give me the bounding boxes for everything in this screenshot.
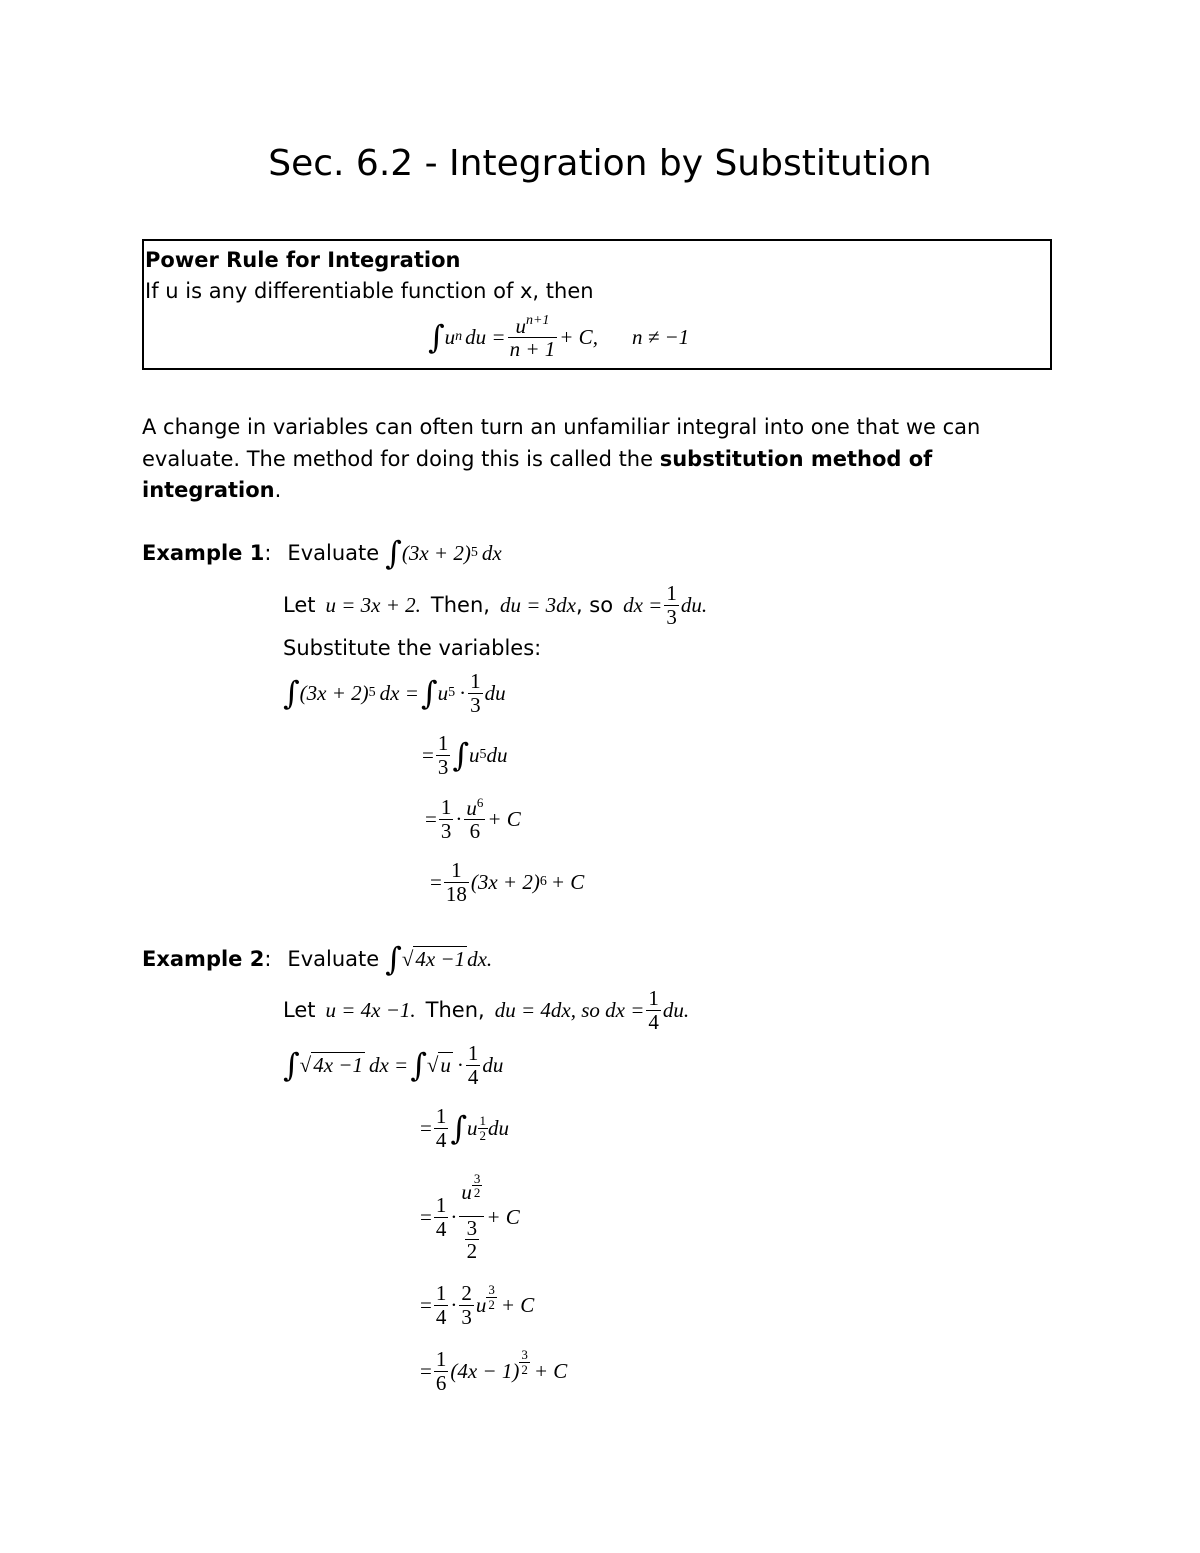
- step-expression: (4x − 1): [450, 1358, 520, 1383]
- radical-sign: √: [426, 1052, 439, 1077]
- example1-evaluate: Evaluate: [287, 541, 380, 565]
- example1-let: Let: [283, 593, 316, 617]
- equals-sign: =: [420, 1292, 432, 1317]
- fraction-denominator: 4: [648, 1009, 659, 1034]
- intro-line-1: A change in variables can often turn an unfamiliar integral into one that we can: [142, 415, 981, 439]
- fraction-numerator: 3: [521, 1346, 528, 1362]
- example1-label: Example 1: [142, 541, 265, 565]
- example2-u-def: u = 4x −1.: [325, 997, 416, 1022]
- page-title: Sec. 6.2 - Integration by Substitution: [268, 143, 932, 184]
- fraction-denominator: 2: [466, 1239, 478, 1264]
- step-differential: dx.: [467, 946, 493, 971]
- step-fraction-complex: [459, 1172, 484, 1262]
- fraction-numerator: 1: [467, 1041, 479, 1066]
- example1-step-1: [283, 668, 506, 718]
- example1-header: [142, 532, 502, 574]
- fraction-numerator: 3: [488, 1281, 495, 1297]
- fraction-denominator: 4: [435, 1216, 447, 1241]
- example2-step-3: [420, 1162, 520, 1272]
- fraction-numerator: 2: [461, 1281, 472, 1306]
- example2-du-def: du = 4dx, so dx =: [494, 997, 645, 1022]
- equals-sign: =: [420, 1358, 432, 1383]
- example1-du-def: du = 3dx: [499, 592, 576, 617]
- fraction-denominator: 3: [470, 692, 481, 717]
- example1-substitute: Substitute the variables:: [283, 636, 542, 660]
- integral-sign: ∫: [385, 534, 402, 572]
- step-differential: du: [482, 1052, 504, 1077]
- fraction-numerator: 1: [666, 581, 677, 606]
- step-dot: ·: [450, 1204, 458, 1229]
- example1-let-line: [283, 580, 707, 630]
- step-dot: ·: [459, 680, 467, 705]
- example2-let-line: [283, 985, 689, 1035]
- step-exponent: 5: [368, 685, 376, 700]
- fraction-denominator: 6: [464, 819, 485, 842]
- formula-differential: du =: [465, 324, 506, 349]
- step-fraction: [434, 1282, 449, 1327]
- step-variable: u: [461, 1179, 472, 1204]
- step-fraction: [434, 1348, 449, 1393]
- step-differential: du: [484, 680, 506, 705]
- example1-step-4: [430, 855, 584, 909]
- fraction-numerator: 1: [648, 986, 659, 1011]
- step-expression: (3x + 2): [299, 680, 369, 705]
- step-dot: ·: [455, 806, 463, 831]
- step-exponent: 6: [539, 874, 547, 889]
- radicand: 4x −1: [313, 1053, 363, 1077]
- fraction-numerator: 1: [437, 731, 449, 756]
- fraction-denominator: 2: [479, 1127, 487, 1143]
- step-variable: u: [475, 1292, 487, 1317]
- formula-tail: + C,: [559, 324, 598, 349]
- fraction-denominator: 18: [445, 881, 467, 906]
- step-differential: du: [486, 742, 508, 767]
- fraction-denominator: 3: [666, 604, 677, 629]
- example2-dx-rhs: du.: [662, 997, 690, 1022]
- equals-sign: =: [420, 1115, 432, 1140]
- integral-sign: ∫: [410, 1046, 427, 1084]
- fraction-denominator: 3: [437, 754, 449, 779]
- step-fraction: [464, 796, 485, 842]
- equals-sign: =: [422, 742, 434, 767]
- example1-step-3: [425, 792, 521, 846]
- intro-line-2-plain: evaluate. The method for doing this is called the: [142, 447, 660, 471]
- radical-sign: √: [299, 1052, 312, 1077]
- example2-evaluate: Evaluate: [287, 947, 380, 971]
- integral-sign: ∫: [450, 1109, 468, 1147]
- example1-u-def: u = 3x + 2.: [325, 592, 421, 617]
- formula-denominator: n + 1: [509, 337, 556, 361]
- step-fraction: [468, 670, 483, 715]
- fraction-numerator: 3: [466, 1216, 478, 1241]
- radical-sign: √: [401, 946, 414, 971]
- step-exponent-fraction: [472, 1172, 483, 1200]
- fraction-denominator: 2: [521, 1361, 528, 1377]
- step-variable: u: [469, 742, 480, 767]
- step-exponent-fraction: [519, 1348, 530, 1376]
- fraction-numerator: 1: [435, 1104, 447, 1129]
- step-exponent: 5: [479, 747, 487, 762]
- step-tail: + C: [500, 1292, 535, 1317]
- power-rule-formula: [428, 308, 689, 366]
- example2-step-4: [420, 1276, 534, 1334]
- formula-fraction: [508, 314, 558, 360]
- formula-integrand-exp: n: [455, 329, 463, 344]
- fraction-numerator: 1: [435, 1347, 447, 1372]
- fraction-denominator: 4: [467, 1064, 479, 1089]
- fraction-denominator: 3: [461, 1304, 472, 1329]
- example1-problem: [385, 534, 501, 572]
- example1-dx-fraction: [664, 582, 679, 627]
- step-tail: + C: [533, 1358, 568, 1383]
- step-dot: ·: [456, 1052, 464, 1077]
- integral-sign: ∫: [452, 736, 470, 774]
- step-fraction: [439, 796, 454, 841]
- fraction-numerator: 3: [473, 1170, 481, 1186]
- step-tail: + C: [486, 1204, 520, 1229]
- step-fraction: [459, 1282, 474, 1327]
- fraction-denominator: 2: [473, 1185, 481, 1201]
- radicand: 4x −1: [415, 947, 466, 971]
- equals-sign: =: [420, 1204, 432, 1229]
- step-differential: dx =: [379, 680, 419, 705]
- equals-sign: =: [425, 806, 437, 831]
- step-exponent-fraction: [486, 1283, 497, 1311]
- step-variable: u: [467, 1115, 478, 1140]
- fraction-numerator: 1: [451, 858, 462, 883]
- fraction-denominator: 6: [435, 1370, 447, 1395]
- fraction-numerator: 1: [435, 1193, 447, 1218]
- example1-dx-lhs: dx =: [623, 592, 663, 617]
- fraction-denominator: 4: [435, 1304, 447, 1329]
- step-fraction: [466, 1042, 481, 1087]
- example1-colon: :: [264, 541, 272, 565]
- integral-sign: ∫: [283, 674, 300, 712]
- step-fraction: [436, 732, 451, 777]
- step-exponent-fraction: [478, 1114, 489, 1142]
- step-tail: + C: [550, 869, 585, 894]
- fraction-numerator: 1: [470, 669, 481, 694]
- example1-step-2: [422, 730, 508, 780]
- example1-problem-exp: 5: [470, 545, 478, 560]
- step-tail: + C: [487, 806, 521, 831]
- example2-let: Let: [283, 998, 316, 1022]
- example1-so: , so: [575, 593, 614, 617]
- step-exponent: 6: [476, 794, 484, 810]
- example2-then: Then,: [425, 998, 485, 1022]
- step-dot: ·: [450, 1292, 458, 1317]
- intro-line-2: [142, 447, 932, 471]
- formula-condition: n ≠ −1: [631, 324, 690, 349]
- step-expression: (3x + 2): [470, 869, 540, 894]
- fraction-numerator: 1: [435, 1281, 447, 1306]
- step-fraction: [434, 1194, 449, 1239]
- example1-problem-body: (3x + 2): [401, 540, 471, 565]
- fraction-denominator: 2: [488, 1296, 495, 1312]
- power-rule-statement: If u is any differentiable function of x, then: [145, 279, 594, 303]
- intro-line-3: [142, 478, 281, 502]
- fraction-denominator: 4: [435, 1127, 447, 1152]
- fraction-denominator: 3: [440, 818, 452, 843]
- example1-then: Then,: [430, 593, 490, 617]
- example2-label: Example 2: [142, 947, 265, 971]
- fraction-numerator: u: [466, 795, 477, 820]
- integral-sign: ∫: [385, 940, 402, 978]
- integral-sign: ∫: [283, 1046, 300, 1084]
- step-exponent: 5: [448, 685, 456, 700]
- intro-line-3-bold: integration: [142, 478, 275, 502]
- example2-step-2: [420, 1098, 509, 1158]
- example2-step-5: [420, 1342, 567, 1400]
- formula-numerator-exp: n+1: [525, 312, 550, 328]
- example2-colon: :: [264, 947, 272, 971]
- step-differential: du: [488, 1115, 510, 1140]
- integral-sign: ∫: [420, 674, 438, 712]
- intro-line-2-bold: substitution method of: [659, 447, 933, 471]
- step-variable: u: [437, 680, 449, 705]
- example2-problem: [385, 940, 492, 978]
- example1-dx-rhs: du.: [680, 592, 708, 617]
- step-fraction: [465, 1217, 480, 1262]
- power-rule-heading: Power Rule for Integration: [145, 248, 461, 272]
- step-fraction: [434, 1105, 449, 1150]
- formula-integrand: u: [444, 324, 456, 349]
- fraction-numerator: 1: [440, 795, 452, 820]
- equals-sign: =: [430, 869, 442, 894]
- example2-step-1: [283, 1040, 503, 1090]
- integral-sign: ∫: [428, 318, 445, 356]
- step-fraction: [444, 859, 469, 904]
- formula-numerator: u: [515, 313, 526, 338]
- intro-line-3-end: .: [274, 478, 282, 502]
- example2-dx-fraction: [646, 987, 661, 1032]
- radicand: u: [440, 1053, 451, 1077]
- step-differential: dx =: [368, 1052, 409, 1077]
- example1-problem-dx: dx: [481, 540, 502, 565]
- fraction-numerator: 1: [479, 1112, 487, 1128]
- example2-header: [142, 938, 492, 980]
